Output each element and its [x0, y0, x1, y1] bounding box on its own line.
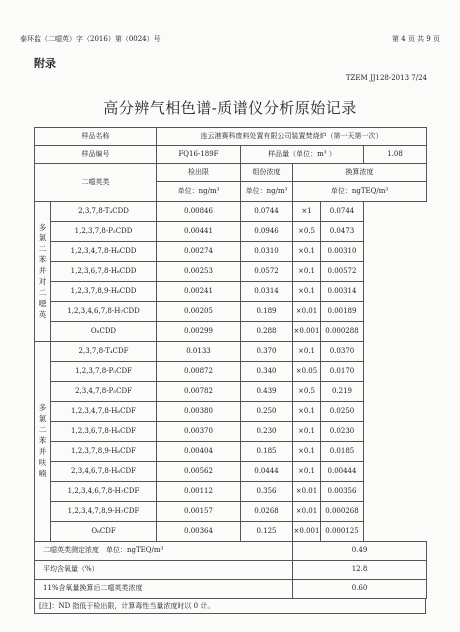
- congener-name: O₈CDF: [51, 522, 157, 542]
- toxic-equivalent-concentration: 0.000268: [321, 502, 364, 522]
- component-concentration: 0.370: [241, 342, 293, 362]
- component-concentration: 0.356: [241, 482, 293, 502]
- detection-limit: 0.00380: [157, 402, 241, 422]
- detection-limit: 0.00205: [157, 302, 241, 322]
- congener-row: [35, 342, 427, 362]
- toxic-equivalent-concentration: 0.0250: [321, 402, 364, 422]
- congener-name: 2,3,7,8-T₄CDD: [51, 202, 157, 222]
- congener-row: [35, 222, 427, 242]
- congener-name: 1,2,3,4,7,8,9-H₇CDF: [51, 502, 157, 522]
- congener-row: [35, 522, 427, 542]
- average-oxygen-row: [35, 561, 427, 580]
- component-concentration: 0.0314: [241, 282, 293, 302]
- toxic-equivalent-concentration: 0.0473: [321, 222, 364, 242]
- detection-limit: 0.00562: [157, 462, 241, 482]
- component-concentration: 0.0268: [241, 502, 293, 522]
- conc-header: 组份浓度: [241, 164, 293, 182]
- detect-unit: 单位：ng/m³: [157, 182, 241, 202]
- toxic-equivalent-concentration: 0.00444: [321, 462, 364, 482]
- toxic-equivalency-factor: ×0.5: [293, 382, 321, 402]
- component-concentration: 0.439: [241, 382, 293, 402]
- average-oxygen-label: 平均含氧量（%）: [35, 561, 293, 580]
- sample-name-value: 连云港赛科废料处置有限公司装置焚烧炉（第一天第一次）: [157, 128, 427, 146]
- corrected-teq-label: 11%含氧量换算后二噁英类浓度: [35, 580, 293, 599]
- detection-limit: 0.00364: [157, 522, 241, 542]
- toxic-equivalency-factor: ×0.001: [293, 322, 321, 342]
- corrected-teq-value: 0.60: [293, 580, 427, 599]
- toxic-equivalency-factor: ×0.1: [293, 442, 321, 462]
- detection-limit: 0.00157: [157, 502, 241, 522]
- component-concentration: 0.189: [241, 302, 293, 322]
- toxic-equivalency-factor: ×0.1: [293, 342, 321, 362]
- conc-unit: 单位：ng/m³: [241, 182, 293, 202]
- congener-row: [35, 302, 427, 322]
- congener-row: [35, 422, 427, 442]
- toxic-equivalency-factor: ×0.01: [293, 482, 321, 502]
- appendix-heading: 附录: [34, 57, 56, 70]
- toxic-equivalency-factor: ×0.01: [293, 302, 321, 322]
- teq-unit: 单位：ngTEQ/m³: [293, 182, 427, 202]
- group-pcdd-label: 多 氯 二 苯 并 对 二 噁 英: [35, 202, 51, 342]
- component-concentration: 0.0444: [241, 462, 293, 482]
- congener-row: [35, 262, 427, 282]
- congener-name: 1,2,3,7,8-P₅CDD: [51, 222, 157, 242]
- congener-name: 2,3,7,8-T₄CDF: [51, 342, 157, 362]
- congener-name: 1,2,3,7,8,9-H₆CDD: [51, 282, 157, 302]
- detection-limit: 0.0133: [157, 342, 241, 362]
- congener-name: 1,2,3,4,7,8-H₆CDD: [51, 242, 157, 262]
- toxic-equivalent-concentration: 0.0370: [321, 342, 364, 362]
- average-oxygen-value: 12.8: [293, 561, 427, 580]
- toxic-equivalency-factor: ×0.5: [293, 222, 321, 242]
- toxic-equivalency-factor: ×0.1: [293, 462, 321, 482]
- congener-name: 2,3,4,6,7,8-H₆CDF: [51, 462, 157, 482]
- class-header: 二噁英类: [35, 164, 157, 202]
- footnote: [注]：ND 指低于检出限，计算毒性当量浓度时以 0 计。: [34, 598, 426, 614]
- toxic-equivalent-concentration: 0.00310: [321, 242, 364, 262]
- congener-name: 1,2,3,7,8-P₅CDF: [51, 362, 157, 382]
- congener-name: 1,2,3,4,6,7,8-H₇CDD: [51, 302, 157, 322]
- detection-limit: 0.00253: [157, 262, 241, 282]
- analysis-record-table: [34, 127, 427, 599]
- toxic-equivalent-concentration: 0.00189: [321, 302, 364, 322]
- sample-qty-label: 样品量（单位：m³ ）: [241, 146, 364, 164]
- toxic-equivalent-concentration: 0.000125: [321, 522, 364, 542]
- component-concentration: 0.230: [241, 422, 293, 442]
- detection-limit: 0.00112: [157, 482, 241, 502]
- toxic-equivalency-factor: ×0.001: [293, 522, 321, 542]
- congener-row: [35, 362, 427, 382]
- congener-row: [35, 282, 427, 302]
- congener-row: [35, 382, 427, 402]
- page-title: 高分辨气相色谱-质谱仪分析原始记录: [103, 99, 357, 117]
- congener-row: [35, 322, 427, 342]
- component-concentration: 0.0946: [241, 222, 293, 242]
- toxic-equivalency-factor: ×0.05: [293, 362, 321, 382]
- toxic-equivalent-concentration: 0.0185: [321, 442, 364, 462]
- component-concentration: 0.0744: [241, 202, 293, 222]
- congener-row: [35, 482, 427, 502]
- detection-limit: 0.00404: [157, 442, 241, 462]
- toxic-equivalency-factor: ×0.1: [293, 262, 321, 282]
- congener-row: [35, 462, 427, 482]
- toxic-equivalent-concentration: 0.00356: [321, 482, 364, 502]
- toxic-equivalency-factor: ×0.1: [293, 282, 321, 302]
- toxic-equivalency-factor: ×0.01: [293, 502, 321, 522]
- toxic-equivalent-concentration: 0.00314: [321, 282, 364, 302]
- toxic-equivalency-factor: ×1: [293, 202, 321, 222]
- toxic-equivalent-concentration: 0.000288: [321, 322, 364, 342]
- congener-name: 1,2,3,4,6,7,8-H₇CDF: [51, 482, 157, 502]
- toxic-equivalency-factor: ×0.1: [293, 402, 321, 422]
- total-teq-row: [35, 542, 427, 561]
- congener-row: [35, 402, 427, 422]
- congener-name: 1,2,3,4,7,8-H₆CDF: [51, 402, 157, 422]
- congener-name: 1,2,3,6,7,8-H₆CDF: [51, 422, 157, 442]
- toxic-equivalency-factor: ×0.1: [293, 242, 321, 262]
- page-number: 第 4 页 共 9 页: [391, 35, 440, 43]
- toxic-equivalent-concentration: 0.0744: [321, 202, 364, 222]
- report-reference: 泰环监（二噁英）字（2016）第（0024）号: [20, 35, 161, 43]
- sample-qty-value: 1.08: [364, 146, 427, 164]
- detection-limit: 0.00782: [157, 382, 241, 402]
- component-concentration: 0.125: [241, 522, 293, 542]
- toxic-equivalent-concentration: 0.0170: [321, 362, 364, 382]
- total-teq-value: 0.49: [293, 542, 427, 561]
- detection-limit: 0.00241: [157, 282, 241, 302]
- group-pcdf-label: 多 氯 二 苯 并 呋 喃: [35, 342, 51, 542]
- detection-limit: 0.00846: [157, 202, 241, 222]
- detection-limit: 0.00872: [157, 362, 241, 382]
- component-concentration: 0.288: [241, 322, 293, 342]
- teq-header: 换算浓度: [293, 164, 427, 182]
- congener-name: 1,2,3,7,8,9-H₆CDF: [51, 442, 157, 462]
- detection-limit: 0.00441: [157, 222, 241, 242]
- detection-limit: 0.00274: [157, 242, 241, 262]
- sample-code-label: 样品编号: [35, 146, 157, 164]
- toxic-equivalent-concentration: 0.219: [321, 382, 364, 402]
- congener-row: [35, 502, 427, 522]
- congener-name: 1,2,3,6,7,8-H₆CDD: [51, 262, 157, 282]
- detection-limit: 0.00370: [157, 422, 241, 442]
- total-teq-label: 二噁英类测定浓度 单位：ngTEQ/m³: [35, 542, 293, 561]
- detect-header: 检出限: [157, 164, 241, 182]
- congener-row: [35, 442, 427, 462]
- component-concentration: 0.0310: [241, 242, 293, 262]
- congener-name: 2,3,4,7,8-P₅CDF: [51, 382, 157, 402]
- toxic-equivalent-concentration: 0.0230: [321, 422, 364, 442]
- congener-row: [35, 242, 427, 262]
- component-concentration: 0.185: [241, 442, 293, 462]
- toxic-equivalent-concentration: 0.00572: [321, 262, 364, 282]
- detection-limit: 0.00299: [157, 322, 241, 342]
- component-concentration: 0.0572: [241, 262, 293, 282]
- toxic-equivalency-factor: ×0.1: [293, 422, 321, 442]
- component-concentration: 0.250: [241, 402, 293, 422]
- document-number: TZEM JJ128-2013 7/24: [345, 74, 427, 82]
- corrected-teq-row: [35, 580, 427, 599]
- congener-name: O₈CDD: [51, 322, 157, 342]
- sample-code-value: FQ16-189F: [157, 146, 241, 164]
- sample-name-label: 样品名称: [35, 128, 157, 146]
- congener-row: [35, 202, 427, 222]
- component-concentration: 0.340: [241, 362, 293, 382]
